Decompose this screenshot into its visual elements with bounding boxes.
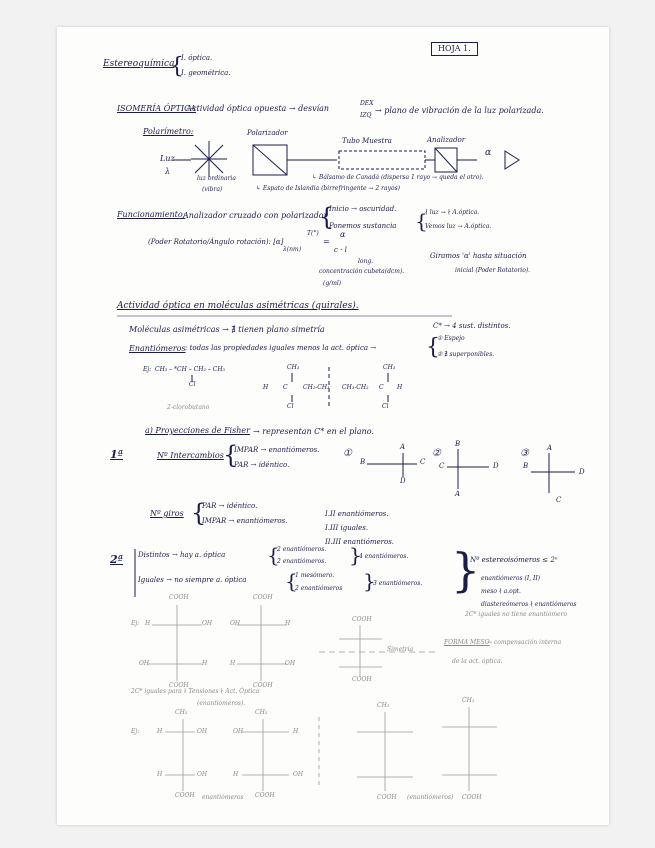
brace-distintos: { — [267, 543, 280, 567]
giros-label: Nº giros — [150, 509, 184, 518]
mol2-right: H — [397, 384, 403, 391]
pencil-ej: Ej: — [131, 620, 140, 627]
pencil-h-7: H — [157, 771, 163, 778]
eye-icon — [505, 151, 519, 169]
luz-label: Luz — [160, 154, 175, 163]
fischer-num-2: ② — [432, 448, 441, 459]
analizador-label: Analizador — [427, 136, 466, 144]
formula-eq: = — [323, 237, 330, 246]
pencil-ch3-4: CH₃ — [462, 697, 475, 704]
notebook-page — [57, 27, 609, 825]
cstar-text: C* → 4 sust. distintos. — [433, 322, 511, 330]
brace-intercambio: { — [223, 441, 239, 469]
pencil-oh-3: OH — [139, 660, 150, 667]
par-text: PAR → idéntico. — [234, 461, 290, 469]
enantiomeros-label: Enantiómeros — [129, 344, 186, 353]
dsum-text: 4 enantiómeros. — [359, 553, 409, 560]
mol1-bottom: Cl — [287, 403, 294, 410]
fischer-rest: → representan C* en el plano. — [253, 427, 374, 436]
inicial-text: inicial (Poder Rotatorio). — [455, 267, 531, 274]
pencil-enant-par: (enantiómeros). — [197, 700, 246, 707]
brace-isum: } — [363, 569, 376, 593]
sample-tube — [339, 151, 425, 169]
enant-text: : todas las propiedades iguales menos la act. óptica → — [185, 344, 377, 352]
moleculas-text: Moléculas asimétricas → ∄ tienen plano simetría — [129, 325, 325, 334]
example-formula: CH₃ – *CH – CH₂ – CH₃ — [155, 366, 225, 373]
ponemos-text: Ponemos sustancia — [329, 222, 397, 230]
i1-text: 1 mesómero. — [295, 572, 335, 579]
brace-big: } — [451, 543, 481, 597]
pencil-comp: → compensación interna — [487, 639, 562, 646]
step2-label: 2ª — [110, 553, 124, 566]
i2-text: 2 enantiómeros — [295, 585, 343, 592]
formula-units: (g/ml) — [323, 280, 342, 287]
inicio-text: Inicio → oscuridad. — [329, 205, 397, 213]
fischer-num-1: ① — [343, 448, 352, 459]
pencil-oh-1: OH — [202, 620, 213, 627]
sheet-label: HOJA 1. — [431, 42, 478, 56]
rel-3: II.III enantiómeros. — [325, 538, 395, 546]
f2-top: B — [455, 440, 461, 448]
f3-bottom: C — [556, 496, 562, 504]
formula-long: long. — [358, 258, 374, 265]
b3-text: diastereómeros ∤ enantiómeros — [481, 601, 577, 608]
formula-lambda: λ(nm) — [283, 246, 302, 253]
pencil-drawings — [147, 605, 497, 791]
isomeria-rest: → plano de vibración de la luz polarizada. — [375, 106, 544, 115]
f2-left: C — [439, 462, 445, 470]
pencil-cooh-5: COOH — [352, 616, 372, 623]
mol1-right: CH₂-CH₃ — [303, 384, 330, 391]
pencil-cooh-2: COOH — [253, 594, 273, 601]
n-estereo: Nº estereoisómeros ≤ 2ⁿ — [470, 556, 558, 564]
pencil-cooh-10: COOH — [462, 794, 482, 801]
d1-text: 2 enantiómeros. — [277, 546, 327, 553]
brace-estereo: { — [170, 54, 184, 79]
example-label: Ej: — [143, 366, 152, 373]
pencil-h-6: H — [293, 728, 299, 735]
f2-right: D — [493, 462, 499, 470]
vemos-text: Vemos luz → A.óptica. — [425, 223, 492, 230]
estereo-title: Estereoquímica — [103, 59, 175, 69]
isomeria-definition: : Actividad óptica opuesta → desvían — [181, 104, 330, 113]
funcionamiento-label: Funcionamiento: — [117, 210, 186, 219]
izq-label: IZQ — [360, 112, 372, 119]
formula-cl: c · l — [334, 246, 347, 254]
brace-enant: { — [426, 335, 440, 360]
f1-left: B — [360, 458, 366, 466]
mol1-left: H — [263, 384, 269, 391]
pencil-cooh-1: COOH — [169, 594, 189, 601]
mol1-center: C — [283, 384, 288, 391]
formula-T: T(°) — [307, 230, 319, 237]
pencil-cooh-7: COOH — [175, 792, 195, 799]
pencil-h-5: H — [157, 728, 163, 735]
pencil-ch3-1: CH₃ — [175, 709, 188, 716]
fischer-cross-2 — [447, 449, 489, 489]
pencil-oh-8: OH — [293, 771, 304, 778]
estereo-item-optica: I. óptica. — [181, 54, 213, 62]
giramos-text: Giramos 'α' hasta situación — [430, 252, 527, 260]
formula-alpha: α — [340, 230, 346, 239]
brace-dsum: } — [349, 543, 362, 567]
rel-2: I.III iguales. — [325, 524, 369, 532]
pencil-h-1: H — [145, 620, 151, 627]
giros-impar: IMPAR → enantiómeros. — [202, 517, 288, 525]
impar-text: IMPAR → enantiómeros. — [234, 446, 320, 454]
espato-label: ↳ Espato de Islandia (birrefringente → 2 rayos) — [256, 185, 401, 192]
pencil-cooh-3: COOH — [169, 682, 189, 689]
mol2-center: C — [379, 384, 384, 391]
f3-top: A — [547, 444, 553, 452]
distintos-text: Distintos → hay a. óptica — [138, 551, 226, 559]
pencil-cooh-9: COOH — [377, 794, 397, 801]
pencil-h-3: H — [202, 660, 208, 667]
pencil-ch3-2: CH₃ — [255, 709, 268, 716]
alpha-label: α — [485, 148, 492, 158]
pencil-oh-5: OH — [197, 728, 208, 735]
lambda-label: λ — [165, 167, 171, 176]
brace-func: { — [319, 203, 335, 231]
pencil-oh-6: OH — [233, 728, 244, 735]
pencil-oh-4: OH — [285, 660, 296, 667]
fischer-num-3: ③ — [520, 448, 529, 459]
step1-label: 1ª — [110, 448, 124, 461]
luz-opt-text: ∤ luz → ∤ A.óptica. — [425, 209, 480, 216]
tubo-label: Tubo Muestra — [342, 137, 392, 145]
pencil-oh-7: OH — [197, 771, 208, 778]
vibra-label: (vibra) — [202, 186, 223, 193]
intercambio-label: Nº Intercambios — [157, 451, 224, 460]
d2-text: 2 enantiómeros. — [277, 558, 327, 565]
estereo-item-geometrica: I. geométrica. — [181, 69, 231, 77]
mol2-bottom: Cl — [382, 403, 389, 410]
pencil-enant-2: (enantiómeros) — [407, 794, 454, 801]
dextro-label: DEX — [360, 100, 374, 107]
light-rays-icon — [191, 141, 227, 177]
f3-left: B — [523, 462, 529, 470]
mol1-top: CH₃ — [287, 364, 300, 371]
pencil-forma-meso: FORMA MESO — [444, 639, 490, 646]
isum-text: 3 enantiómeros. — [373, 580, 423, 587]
f1-bottom: D — [400, 477, 406, 485]
luz-ordinaria: luz ordinaria — [197, 175, 236, 182]
c-iguales-text: 2C* iguales no tiene enantiómero — [465, 611, 568, 618]
pencil-ej-2: Ej: — [131, 728, 140, 735]
ink-drawings — [57, 27, 609, 825]
f1-top: A — [400, 443, 406, 451]
brace-giros: { — [191, 499, 207, 527]
polarizador-label: Polarizador — [247, 129, 288, 137]
pencil-enant: enantiómeros — [202, 794, 244, 801]
brace-iguales: { — [285, 569, 298, 593]
balsamo-label: ↳ Bálsamo de Canadá (dispersa 1 rayo → queda el otro). — [312, 174, 484, 181]
example-cl: Cl — [189, 381, 196, 388]
formula-conc: concentración cubeta(dcm). — [319, 268, 405, 275]
iguales-text: Iguales → no siempre a. óptica — [138, 576, 247, 584]
f3-right: D — [579, 468, 585, 476]
pencil-h-2: H — [285, 620, 291, 627]
b1-text: enantiómeros (I, II) — [481, 575, 541, 582]
example-name: 2-clorobutano — [167, 404, 210, 411]
pencil-cooh-4: COOH — [253, 682, 273, 689]
fischer-cross-3 — [531, 453, 575, 493]
polarimetro-label: Polarímetro: — [143, 127, 194, 136]
superpon-text: ② ∄ superponibles. — [437, 351, 495, 358]
pencil-cooh-6: COOH — [352, 676, 372, 683]
rel-1: I.II enantiómeros. — [325, 510, 389, 518]
pencil-igual-para: 2C* iguales para ∤ Tensiones ∤ Act. Óptica — [131, 688, 260, 695]
funcionamiento-text: Analizador cruzado con polarizador — [183, 211, 328, 220]
actividad-heading: Actividad óptica en moléculas asimétricas (quirales). — [117, 301, 359, 311]
poder-text: (Poder Rotatorio/Ángulo rotación): [α] — [148, 238, 284, 246]
b2-text: meso ∤ a.opt. — [481, 588, 521, 595]
pencil-act: de la act. óptica. — [452, 658, 503, 665]
pencil-simetria: Simetría — [387, 646, 414, 653]
pencil-cooh-8: COOH — [255, 792, 275, 799]
fischer-heading: a) Proyecciones de Fisher — [145, 426, 250, 435]
f1-right: C — [420, 458, 426, 466]
isomeria-heading: ISOMERÍA ÓPTICA — [117, 104, 197, 113]
pencil-ch3-3: CH₃ — [377, 702, 390, 709]
mol2-left: CH₃-CH₂ — [342, 384, 369, 391]
f2-bottom: A — [455, 490, 461, 498]
pencil-h-4: H — [230, 660, 236, 667]
pencil-oh-2: OH — [230, 620, 241, 627]
fischer-cross-1 — [367, 453, 417, 477]
espejo-text: ① Espejo — [437, 335, 465, 342]
giros-par: PAR → idéntico. — [202, 502, 258, 510]
brace-ponemos: { — [415, 209, 428, 233]
mol2-top: CH₃ — [383, 364, 396, 371]
pencil-h-8: H — [233, 771, 239, 778]
